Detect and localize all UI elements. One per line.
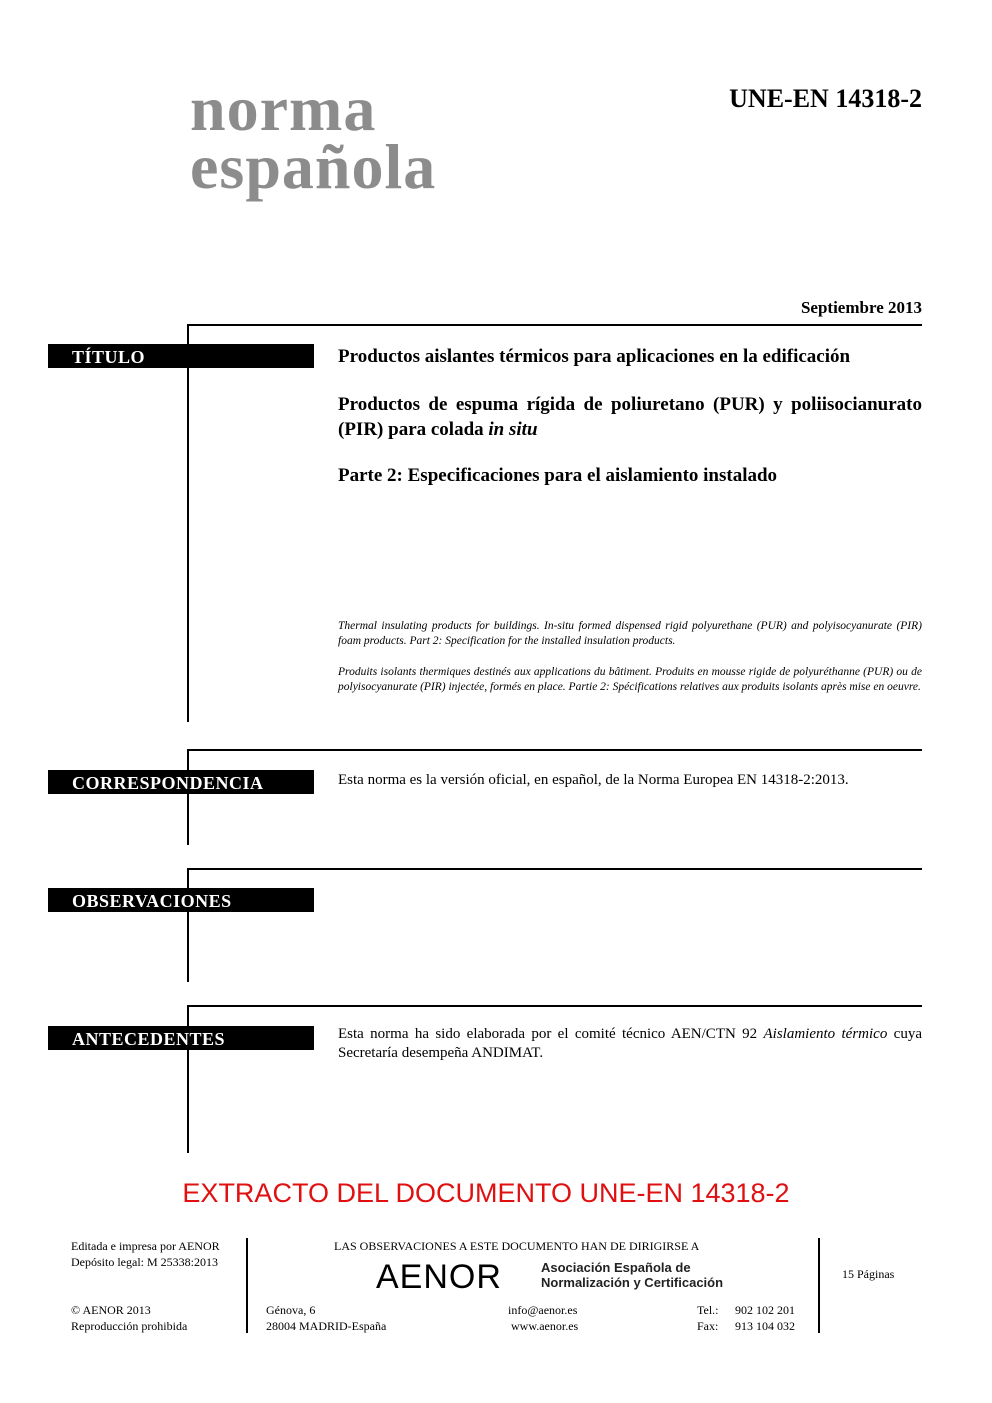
label-observaciones: OBSERVACIONES — [48, 888, 314, 912]
extract-notice: EXTRACTO DEL DOCUMENTO UNE-EN 14318-2 — [182, 1178, 790, 1208]
footer-divider-left — [246, 1238, 248, 1333]
aenor-logo: AENOR — [376, 1258, 502, 1296]
page-count: 15 Páginas — [842, 1267, 895, 1281]
vrule-correspondencia — [187, 749, 189, 845]
divider-antecedentes — [187, 1005, 922, 1007]
title-1: Productos aislantes térmicos para aplicaciones en la edificación — [338, 346, 851, 367]
vrule-observaciones — [187, 868, 189, 982]
antecedentes-text-2: cuya Secretaría desempeña ANDIMAT. — [338, 1026, 922, 1061]
divider-correspondencia — [187, 749, 922, 751]
footer-reproduction: Reproducción prohibida — [71, 1319, 188, 1333]
footer-tel-row — [697, 1302, 795, 1318]
standard-code: UNE-EN 14318-2 — [729, 84, 922, 113]
fax-number: 913 104 032 — [735, 1319, 795, 1333]
footer-observations-note: LAS OBSERVACIONES A ESTE DOCUMENTO HAN DE DIRIGIRSE A — [334, 1239, 700, 1253]
brand-line-1: norma — [190, 73, 377, 144]
vrule-titulo — [187, 324, 189, 722]
divider-titulo — [187, 324, 922, 326]
correspondencia-text: Esta norma es la versión oficial, en español, de la Norma Europea EN 14318-2:2013. — [338, 772, 849, 788]
publication-date: Septiembre 2013 — [800, 298, 922, 317]
title-2-text: Productos de espuma rígida de poliuretano (PUR) y poliisocianurato (PIR) para colada — [338, 394, 922, 440]
footer-phone — [697, 1302, 795, 1334]
title-3: Parte 2: Especificaciones para el aislamiento instalado — [338, 465, 778, 486]
fax-label: Fax: — [697, 1319, 719, 1333]
label-antecedentes: ANTECEDENTES — [48, 1026, 314, 1050]
footer-contact — [508, 1302, 578, 1334]
tel-label: Tel.: — [697, 1303, 719, 1317]
org-line-2: Normalización y Certificación — [541, 1275, 724, 1290]
footer-divider-right — [818, 1238, 820, 1333]
footer-fax-row — [697, 1318, 795, 1334]
antecedentes-text-1: Esta norma ha sido elaborada por el comité técnico AEN/CTN 92 — [338, 1026, 764, 1042]
address-line-2: 28004 MADRID-España — [266, 1319, 387, 1333]
brand-title — [190, 73, 437, 202]
org-line-1: Asociación Española de — [541, 1260, 691, 1275]
antecedentes-text — [338, 1025, 922, 1063]
footer-address — [266, 1302, 386, 1334]
tel-number: 902 102 201 — [735, 1303, 795, 1317]
title-block — [338, 344, 922, 511]
footer-edited: Editada e impresa por AENOR — [71, 1239, 220, 1253]
footer-copyright-block — [71, 1302, 187, 1334]
title-2-italic: in situ — [488, 419, 538, 440]
footer-web: www.aenor.es — [511, 1319, 579, 1333]
divider-observaciones — [187, 868, 922, 870]
title-2 — [338, 392, 922, 442]
aenor-organization — [541, 1260, 723, 1290]
address-line-1: Génova, 6 — [266, 1303, 316, 1317]
brand-line-2: española — [190, 131, 437, 202]
antecedentes-committee: Aislamiento térmico — [763, 1026, 888, 1042]
footer-deposit: Depósito legal: M 25338:2013 — [71, 1255, 218, 1269]
label-correspondencia: CORRESPONDENCIA — [48, 770, 314, 794]
label-titulo: TÍTULO — [48, 344, 314, 368]
french-title: Produits isolants thermiques destinés aux applications du bâtiment. Produits en mousse rigide de polyuréthanne (PUR) ou de polyisocyanurate (PIR) injectée, formés en place. Partie 2: Spécifications relatives aux produits isolants après mise en oeuvre. — [338, 666, 922, 693]
footer-edition — [71, 1238, 220, 1270]
footer-email: info@aenor.es — [508, 1303, 578, 1317]
english-title: Thermal insulating products for buildings. In-situ formed dispensed rigid polyurethane (PUR) and polyisocyanurate (PIR) foam products. Part 2: Specification for the installed insulation products. — [338, 620, 922, 647]
footer-copyright: © AENOR 2013 — [71, 1303, 151, 1317]
